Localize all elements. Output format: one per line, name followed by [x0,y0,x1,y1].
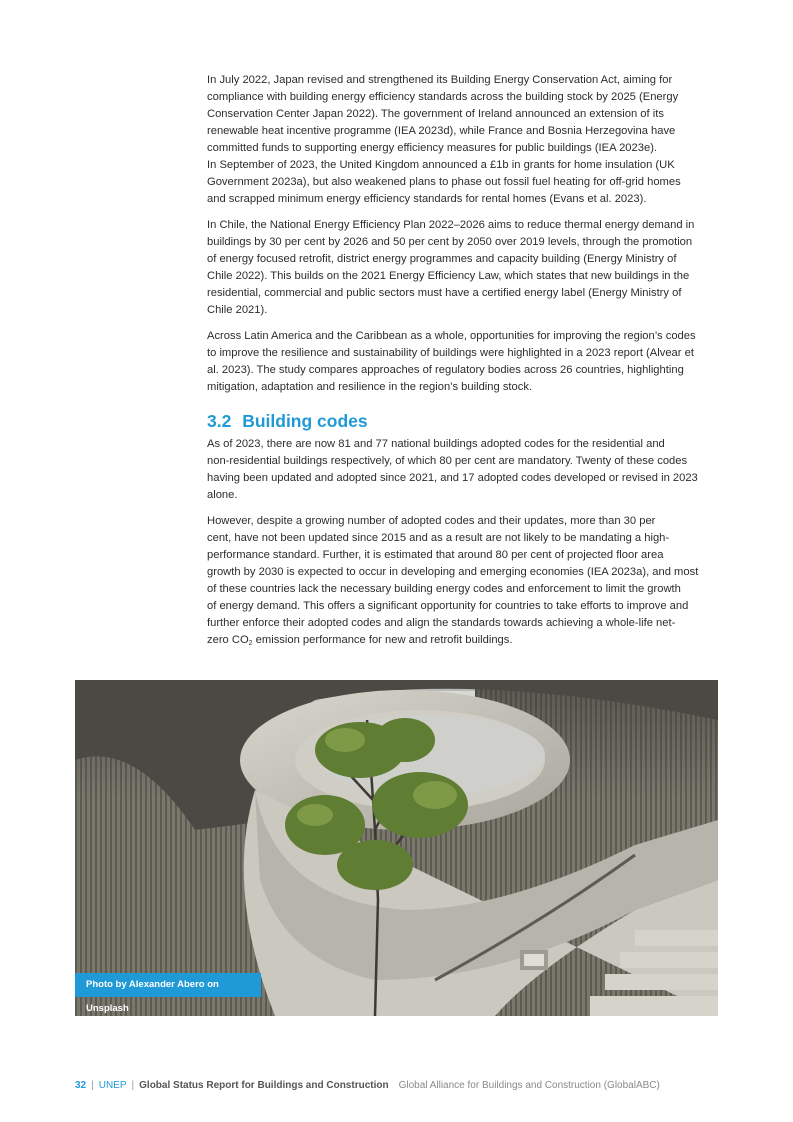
main-text-column [207,72,719,658]
footer-alliance: Global Alliance for Buildings and Construction (GlobalABC) [398,1080,660,1091]
building-stairway-photo [75,680,718,1016]
footer-org: UNEP [98,1080,127,1091]
text-line: further enforce their adopted codes and align the standards towards achieving a whole-life net- [207,617,676,629]
text-line: compliance with building energy efficiency standards across the building stock by 2025 (Energy [207,91,679,103]
paragraph-codes-outlook [207,513,719,649]
paragraph-codes-2023 [207,436,719,504]
text-line: Chile 2022). This builds on the 2021 Energy Efficiency Law, which states that new buildings in the [207,270,690,282]
text-line: renewable heat incentive programme (IEA 2023d), while France and Bosnia Herzegovina have [207,125,676,137]
text-line: al. 2023). The study compares approaches of regulatory bodies across 26 countries, highlighting [207,364,684,376]
footer-separator: | [131,1080,135,1091]
paragraph-latin-america [207,328,719,396]
section-title: Building codes [242,411,368,431]
text-line: As of 2023, there are now 81 and 77 national buildings adopted codes for the residential and [207,438,665,450]
text-line: non-residential buildings respectively, of which 80 per cent are mandatory. Twenty of these codes [207,455,688,467]
text-line: In September of 2023, the United Kingdom announced a £1b in grants for home insulation (UK [207,159,675,171]
text-line: buildings by 30 per cent by 2026 and 50 per cent by 2050 over 2019 levels, through the promotion [207,236,693,248]
section-heading [207,410,719,432]
page-number: 32 [75,1080,87,1091]
text-line: residential, commercial and public sectors must have a certified energy label (Energy Ministry of [207,287,682,299]
text-line: committed funds to supporting energy efficiency measures for public buildings (IEA 2023e). [207,142,658,154]
text-line: However, despite a growing number of adopted codes and their updates, more than 30 per [207,515,656,527]
footer-report-title: Global Status Report for Buildings and Construction [139,1080,389,1091]
co2-subscript: 2 [248,640,253,647]
paragraph-chile [207,217,719,319]
text-line: growth by 2030 is expected to occur in developing and emerging economies (IEA 2023a), and most [207,566,699,578]
text-fragment: zero CO [207,634,249,646]
text-line: and scrapped minimum energy efficiency standards for rental homes (Evans et al. 2023). [207,193,647,205]
text-line: of energy focused retrofit, district energy programmes and capacity building (Energy Ministry of [207,253,677,265]
text-line-last [207,632,719,649]
page-footer [75,1079,660,1093]
section-number: 3.2 [207,411,232,431]
text-line: of these countries lack the necessary building energy codes and enforcement to limit the growth [207,583,681,595]
text-line: of energy demand. This offers a significant opportunity for countries to take efforts to improve and [207,600,689,612]
text-line: cent, have not been updated since 2015 and as a result are not likely to be mandating a high- [207,532,670,544]
text-line: mitigation, adaptation and resilience in the region’s building stock. [207,381,533,393]
footer-separator: | [91,1080,94,1091]
text-line: alone. [207,489,238,501]
text-line: Across Latin America and the Caribbean as a whole, opportunities for improving the region’s codes [207,330,696,342]
photo-credit: Photo by Alexander Abero on Unsplash [75,973,261,997]
text-line: In Chile, the National Energy Efficiency Plan 2022–2026 aims to reduce thermal energy demand in [207,219,695,231]
text-line: In July 2022, Japan revised and strengthened its Building Energy Conservation Act, aiming for [207,74,673,86]
text-fragment: emission performance for new and retrofit buildings. [252,634,513,646]
text-line: to improve the resilience and sustainability of buildings were highlighted in a 2023 report (Alvear et [207,347,694,359]
paragraph-japan-ireland-uk [207,72,719,208]
text-line: Conservation Center Japan 2022). The government of Ireland announced an extension of its [207,108,664,120]
text-line: performance standard. Further, it is estimated that around 80 per cent of projected floor area [207,549,664,561]
text-line: Chile 2021). [207,304,268,316]
text-line: having been updated and adopted since 2021, and 17 adopted codes developed or revised in 2023 [207,472,698,484]
text-line: Government 2023a), but also weakened plans to phase out fossil fuel heating for off-grid homes [207,176,681,188]
